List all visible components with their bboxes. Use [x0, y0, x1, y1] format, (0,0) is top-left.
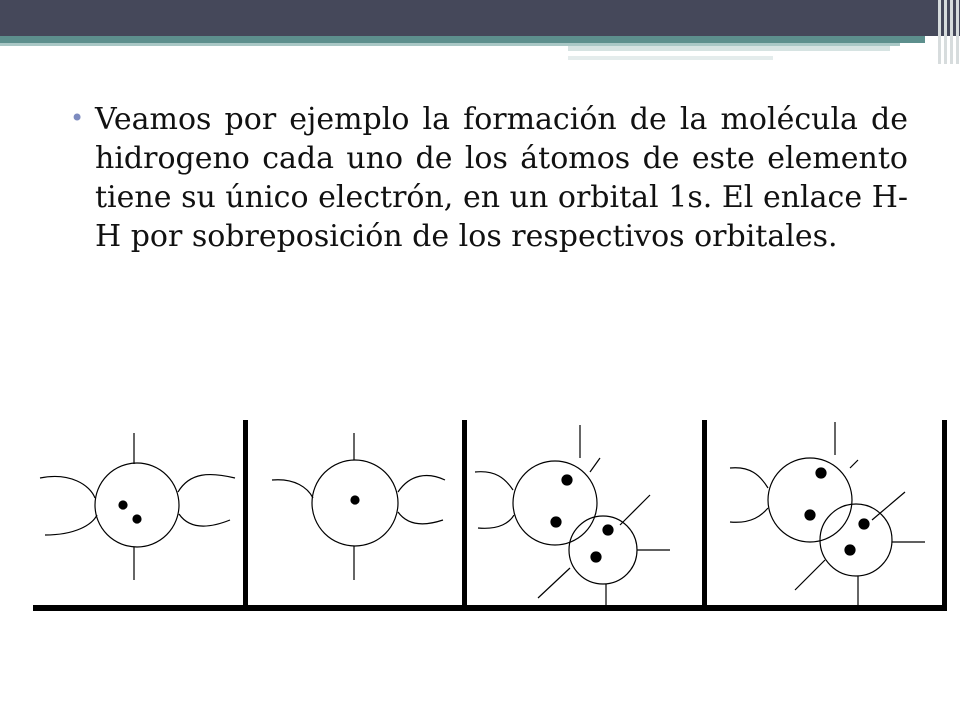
panel-1 — [40, 433, 235, 580]
divider-3 — [702, 420, 707, 610]
bullet-icon: • — [70, 104, 85, 132]
corner-decoration — [930, 0, 960, 64]
slide-text: Veamos por ejemplo la formación de la molécula de hidrogeno cada uno de los átomos de este elemento tiene su único electrón, en un orbital 1s. El enlace H-H por sobreposición de los respectivos orbitales. — [95, 102, 908, 254]
slide-body — [70, 100, 908, 256]
accent-stripe-pale-short — [568, 56, 773, 60]
panel-4 — [730, 422, 925, 605]
divider-4 — [942, 420, 947, 610]
divider-1 — [243, 420, 248, 610]
hydrogen-bond-diagram — [0, 400, 960, 630]
base-line — [33, 605, 947, 611]
panel-3 — [475, 425, 670, 605]
accent-stripe — [0, 36, 925, 43]
accent-stripe-pale — [568, 46, 890, 51]
panel-2 — [272, 433, 445, 580]
header-bar — [0, 0, 960, 36]
divider-2 — [462, 420, 467, 610]
